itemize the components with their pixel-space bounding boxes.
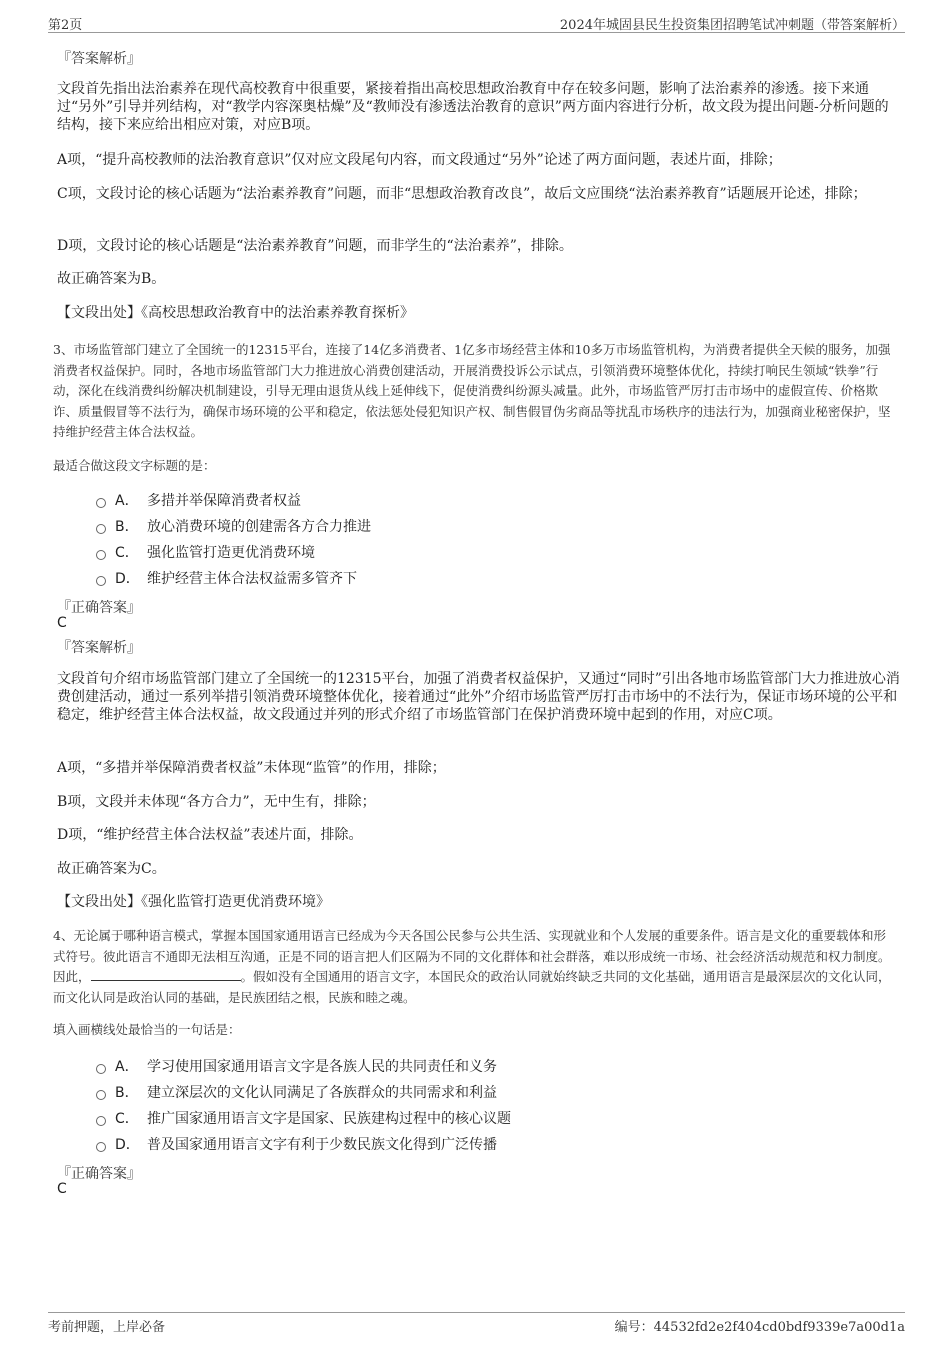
page-number: 第2页 [48, 18, 83, 33]
q2-analysis-p1: 文段首先指出法治素养在现代高校教育中很重要，紧接着指出高校思想政治教育中存在较多问题，影响了法治素养的渗透。接下来通过“另外”引导并列结构，对“教学内容深奥枯燥”及“教师没有渗透法治教育的意识”两方面内容进行分析，故文段为提出问题-分析问题的结构，接下来应给出相应对策，对应B项。 [57, 81, 889, 133]
q4-option-a[interactable]: A． 学习使用国家通用语言文字是各族人民的共同责任和义务 [96, 1056, 497, 1076]
q2-source: 【文段出处】《高校思想政治教育中的法治素养教育探析》 [57, 305, 414, 321]
q3-analysis-p5: 故正确答案为C。 [57, 861, 166, 877]
radio-icon[interactable] [96, 1064, 106, 1074]
fill-blank [91, 970, 241, 981]
q2-analysis-p5: 故正确答案为B。 [57, 271, 166, 287]
q2-analysis-p2: A项，“提升高校教师的法治教育意识”仅对应文段尾句内容，而文段通过“另外”论述了两方面问题，表述片面，排除； [57, 152, 782, 168]
radio-icon[interactable] [96, 524, 106, 534]
page-footer [48, 1312, 905, 1335]
radio-icon[interactable] [96, 1142, 106, 1152]
q4-stem: 4、无论属于哪种语言模式，掌握本国国家通用语言已经成为今天各国公民参与公共生活、实现就业和个人发展的重要条件。语言是文化的重要载体和形式符号。彼此语言不通即无法相互沟通，正是不同的语言把人们区隔为不同的文化群体和社会群落，难以形成统一市场、社会经济活动规范和权力制度。因此， 。假如没有全国通用的语言文字，本国民众的政治认同就始终缺乏共同的文化基础，通用语言是最深层次的文化认同，而文化认同是政治认同的基础，是民族团结之根，民族和睦之魂。 [53, 928, 891, 1005]
q3-option-c[interactable]: C． 强化监管打造更优消费环境 [96, 542, 315, 562]
q4-answer-tag: 『正确答案』 [57, 1166, 141, 1182]
document-id: 编号：44532fd2e2f404cd0bdf9339e7a00d1a [614, 1320, 905, 1335]
q3-analysis-p4: D项，“维护经营主体合法权益”表述片面，排除。 [57, 827, 363, 843]
page-header [48, 14, 905, 33]
q3-analysis-tag: 『答案解析』 [57, 640, 141, 656]
q3-answer-tag: 『正确答案』 [57, 600, 141, 616]
footer-slogan: 考前押题，上岸必备 [48, 1320, 166, 1335]
q3-analysis-p3: B项，文段并未体现“各方合力”，无中生有，排除； [57, 794, 376, 810]
q3-option-d[interactable]: D． 维护经营主体合法权益需多管齐下 [96, 568, 357, 588]
radio-icon[interactable] [96, 1116, 106, 1126]
q3-stem: 3、市场监管部门建立了全国统一的12315平台，连接了14亿多消费者、1亿多市场经营主体和10多万市场监管机构，为消费者提供全天候的服务，加强消费者权益保护。同时，各地市场监管部门大力推进放心消费创建活动，开展消费投诉公示试点，引领消费环境整体优化，持续打响民生领域“铁拳”行动，深化在线消费纠纷解决机制建设，引导无理由退货从线上延伸线下，促使消费纠纷源头减量。此外，市场监管严厉打击市场中的虚假宣传、价格欺诈、质量假冒等不法行为，确保市场环境的公平和稳定，依法惩处侵犯知识产权、制售假冒伪劣商品等扰乱市场秩序的违法行为，加强商业秘密保护，坚持维护经营主体合法权益。 [53, 342, 891, 439]
q3-source: 【文段出处】《强化监管打造更优消费环境》 [57, 894, 330, 910]
q3-answer: C [57, 615, 67, 631]
q2-analysis-p4: D项，文段讨论的核心话题是“法治素养教育”问题，而非学生的“法治素养”，排除。 [57, 238, 573, 254]
q3-analysis-p1: 文段首句介绍市场监管部门建立了全国统一的12315平台，加强了消费者权益保护，又通过“同时”引出各地市场监管部门大力推进放心消费创建活动，通过一系列举措引领消费环境整体优化，接着通过“此外”介绍市场监管严厉打击市场中的不法行为，保证市场环境的公平和稳定，维护经营主体合法权益，故文段通过并列的形式介绍了市场监管部门在保护消费环境中起到的作用，对应C项。 [57, 671, 900, 723]
q4-option-c[interactable]: C． 推广国家通用语言文字是国家、民族建构过程中的核心议题 [96, 1108, 511, 1128]
radio-icon[interactable] [96, 498, 106, 508]
q3-prompt: 最适合做这段文字标题的是： [53, 458, 216, 473]
radio-icon[interactable] [96, 550, 106, 560]
q4-option-d[interactable]: D． 普及国家通用语言文字有利于少数民族文化得到广泛传播 [96, 1134, 497, 1154]
q4-prompt: 填入画横线处最恰当的一句话是： [53, 1022, 241, 1037]
radio-icon[interactable] [96, 576, 106, 586]
q2-analysis-tag: 『答案解析』 [57, 51, 141, 67]
radio-icon[interactable] [96, 1090, 106, 1100]
q4-answer: C [57, 1181, 67, 1197]
q3-option-b[interactable]: B． 放心消费环境的创建需各方合力推进 [96, 516, 371, 536]
q2-analysis-p3: C项，文段讨论的核心话题为“法治素养教育”问题，而非“思想政治教育改良”，故后文应围绕“法治素养教育”话题展开论述，排除； [57, 186, 867, 202]
q3-option-a[interactable]: A． 多措并举保障消费者权益 [96, 490, 301, 510]
q4-option-b[interactable]: B． 建立深层次的文化认同满足了各族群众的共同需求和利益 [96, 1082, 497, 1102]
document-title: 2024年城固县民生投资集团招聘笔试冲刺题（带答案解析） [559, 18, 905, 33]
q3-analysis-p2: A项，“多措并举保障消费者权益”未体现“监管”的作用，排除； [57, 760, 446, 776]
